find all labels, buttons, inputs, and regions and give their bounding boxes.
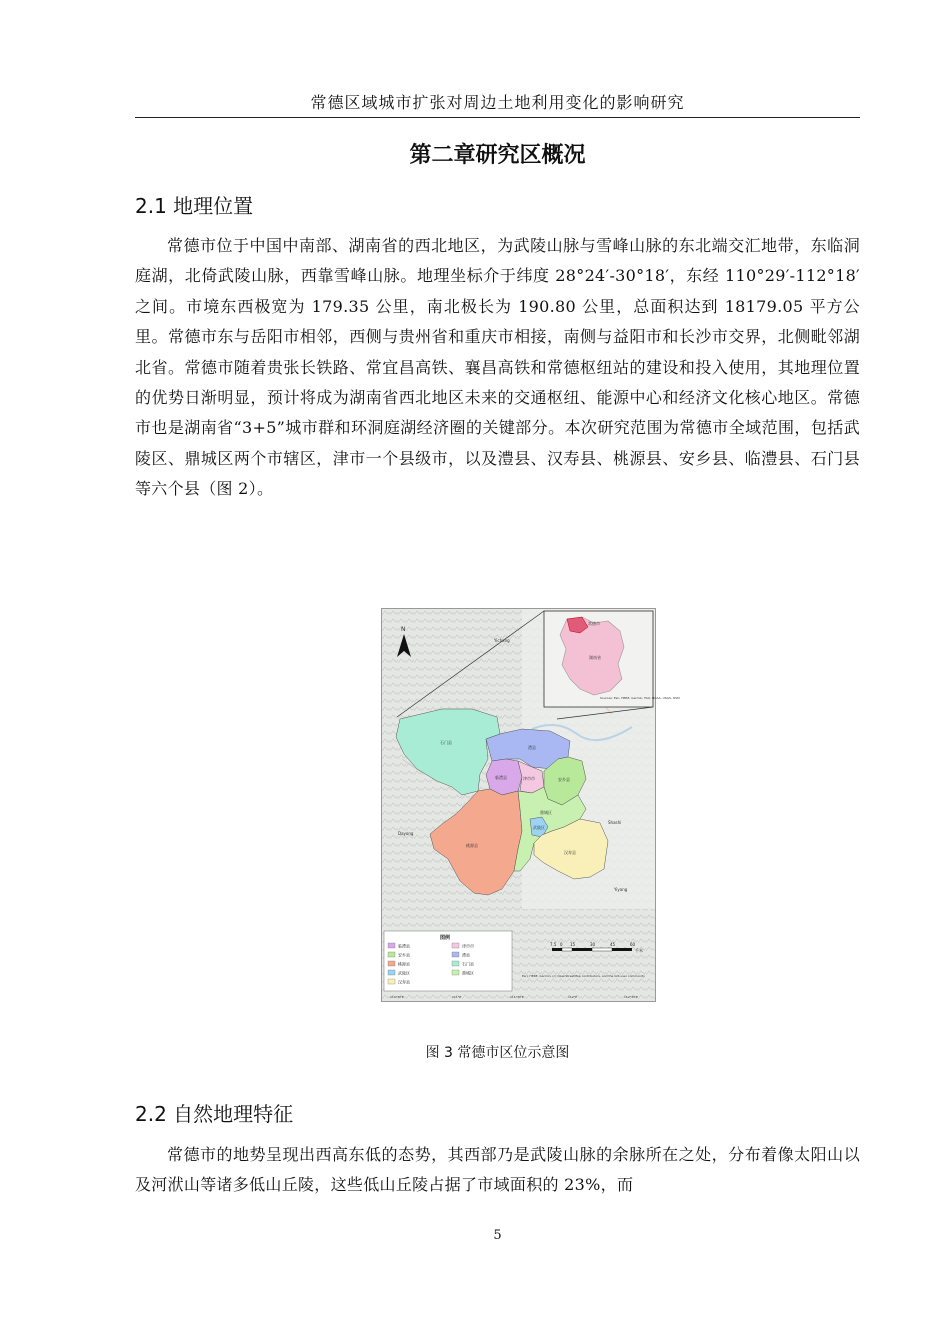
legend-swatch xyxy=(388,952,395,957)
legend-swatch xyxy=(452,952,459,957)
basemap-label: Shashi xyxy=(608,820,622,825)
svg-text:112°E: 112°E xyxy=(568,995,578,999)
location-map-figure xyxy=(381,608,680,1002)
svg-text:千米: 千米 xyxy=(635,948,643,953)
page-number: 5 xyxy=(493,1228,502,1243)
legend-label: 汉寿县 xyxy=(398,979,410,985)
basemap-label: Yiyang xyxy=(614,887,628,892)
running-header: 常德区域城市扩张对周边土地利用变化的影响研究 xyxy=(135,90,860,118)
location-paragraph: 常德市位于中国中南部、湖南省的西北地区，为武陵山脉与雪峰山脉的东北端交汇地带，东临洞庭湖，北倚武陵山脉，西靠雪峰山脉。地理坐标介于纬度 28°24′-30°18′，东经 110°29′-112°18′之间。市境东西极宽为 179.35 公里，南北极长为 190.80 公里，总面积达到 18179.05 平方公里。常德市东与岳阳市相邻，西侧与贵州省和重庆市相接，南侧与益阳市和长沙市交界，北侧毗邻湖北省。常德市随着贵张长铁路、常宜昌高铁、襄昌高铁和常德枢纽站的建设和投入使用，其地理位置的优势日渐明显，预计将成为湖南省西北地区未来的交通枢纽、能源中心和经济文化核心地区。常德市也是湖南省“3+5”城市群和环洞庭湖经济圈的关键部分。本次研究范围为常德市全域范围，包括武陵区、鼎城区两个市辖区，津市一个县级市，以及澧县、汉寿县、桃源县、安乡县、临澧县、石门县等六个县（图 2）。 xyxy=(135,236,860,499)
legend-swatch xyxy=(388,943,395,948)
section-heading-physical-geography: 2.2 自然地理特征 xyxy=(135,1102,294,1126)
county-label: 鼎城区 xyxy=(540,810,552,815)
legend-swatch xyxy=(452,943,459,948)
map-legend xyxy=(384,931,512,991)
legend-swatch xyxy=(452,970,459,975)
county-label: 石门县 xyxy=(440,740,452,745)
county-label: 安乡县 xyxy=(558,777,570,782)
svg-text:0: 0 xyxy=(560,942,563,947)
location-map xyxy=(382,609,680,1001)
svg-text:Sources: Esri, HERE, Garmin, F: Sources: Esri, HERE, Garmin, FAO, NOAA, USGS, OSM xyxy=(600,696,680,700)
legend-label: 石门县 xyxy=(462,961,474,967)
basemap-label: Dayong xyxy=(398,831,414,836)
svg-text:N: N xyxy=(401,626,406,633)
section-heading-location: 2.1 地理位置 xyxy=(135,194,254,218)
legend-label: 临澧县 xyxy=(398,943,410,949)
svg-text:15: 15 xyxy=(570,942,576,947)
legend-label: 津市市 xyxy=(462,943,474,949)
county-label: 桃源县 xyxy=(466,843,478,848)
svg-text:111°30'E: 111°30'E xyxy=(510,995,524,999)
legend-label: 桃源县 xyxy=(398,961,410,967)
legend-label: 鼎城区 xyxy=(462,970,474,976)
svg-text:7.5: 7.5 xyxy=(550,942,557,947)
county-label: 汉寿县 xyxy=(564,850,576,855)
svg-text:110°30'E: 110°30'E xyxy=(390,995,404,999)
svg-text:常德市: 常德市 xyxy=(588,621,600,626)
chapter-title: 第二章研究区概况 xyxy=(409,143,586,168)
legend-label: 澧县 xyxy=(462,952,470,958)
legend-swatch xyxy=(452,961,459,966)
inset-map xyxy=(544,611,680,707)
map-credit: Esri, HERE, Garmin, (c) OpenStreetMap contributors, and the GIS user community xyxy=(522,974,645,978)
physical-geography-paragraph: 常德市的地势呈现出西高东低的态势，其西部乃是武陵山脉的余脉所在之处，分布着像太阳山以及河洑山等诸多低山丘陵，这些低山丘陵占据了市域面积的 23%，而 xyxy=(135,1145,860,1195)
county-label: 临澧县 xyxy=(495,775,507,780)
figure-caption: 图 3 常德市区位示意图 xyxy=(425,1045,570,1061)
legend-swatch xyxy=(388,979,395,984)
county-label: 津市市 xyxy=(523,776,535,781)
legend-label: 安乡县 xyxy=(398,952,410,958)
svg-text:112°30'E: 112°30'E xyxy=(624,995,638,999)
legend-title: 图例 xyxy=(440,935,451,941)
legend-swatch xyxy=(388,961,395,966)
svg-text:111°E: 111°E xyxy=(452,995,462,999)
county-label: 澧县 xyxy=(528,745,536,750)
county-label: 武陵区 xyxy=(533,825,545,830)
svg-text:45: 45 xyxy=(610,942,616,947)
svg-text:湖南省: 湖南省 xyxy=(589,655,601,660)
svg-text:60: 60 xyxy=(630,942,636,947)
legend-label: 武陵区 xyxy=(398,970,410,976)
svg-text:30: 30 xyxy=(590,942,596,947)
basemap-label: Yichang xyxy=(494,638,510,643)
legend-swatch xyxy=(388,970,395,975)
